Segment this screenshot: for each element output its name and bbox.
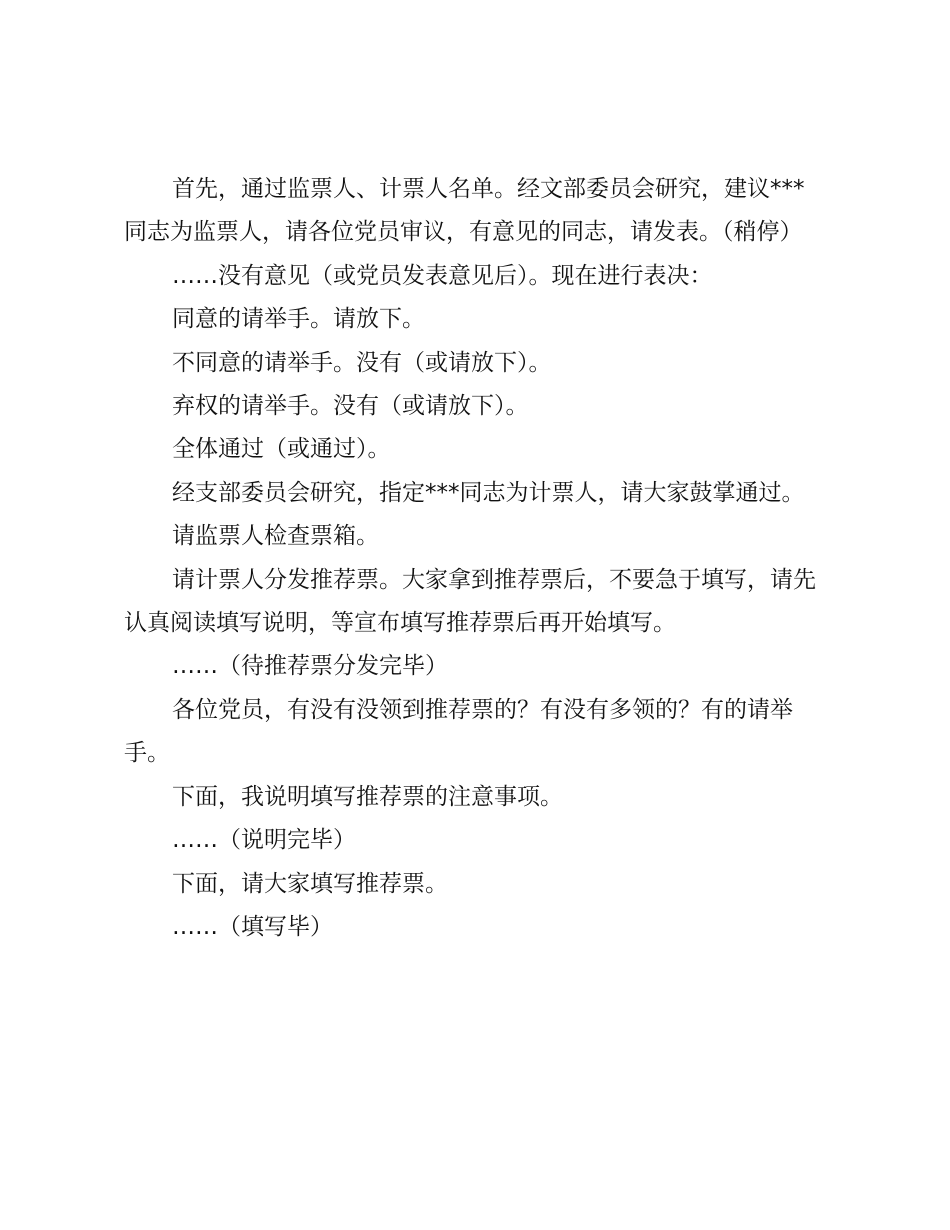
paragraph: ……（待推荐票分发完毕） — [172, 653, 448, 680]
paragraph: 不同意的请举手。没有（或请放下）。 — [172, 349, 552, 376]
paragraph: ……（填写毕） — [172, 913, 333, 940]
paragraph: 全体通过（或通过）。 — [172, 436, 391, 463]
paragraph: 各位党员，有没有没领到推荐票的？有没有多领的？有的请举手。 — [124, 696, 793, 767]
paragraph: 下面，我说明填写推荐票的注意事项。 — [172, 783, 563, 810]
document-body — [124, 168, 826, 949]
paragraph: 首先，通过监票人、计票人名单。经文部委员会研究，建议***同志为监票人，请各位党员审议，有意见的同志，请发表。（稍停） — [124, 176, 805, 246]
paragraph: 同意的请举手。请放下。 — [172, 306, 425, 333]
paragraph: 弃权的请举手。没有（或请放下）。 — [172, 393, 529, 420]
paragraph: 经支部委员会研究，指定***同志为计票人，请大家鼓掌通过。 — [172, 479, 805, 506]
paragraph: ……（说明完毕） — [172, 827, 356, 854]
paragraph: 请监票人检查票箱。 — [172, 523, 379, 550]
paragraph: 下面，请大家填写推荐票。 — [172, 870, 448, 897]
paragraph: 请计票人分发推荐票。大家拿到推荐票后，不要急于填写，请先认真阅读填写说明，等宣布填写推荐票后再开始填写。 — [124, 566, 816, 637]
paragraph: ……没有意见（或党员发表意见后）。现在进行表决： — [172, 262, 713, 289]
